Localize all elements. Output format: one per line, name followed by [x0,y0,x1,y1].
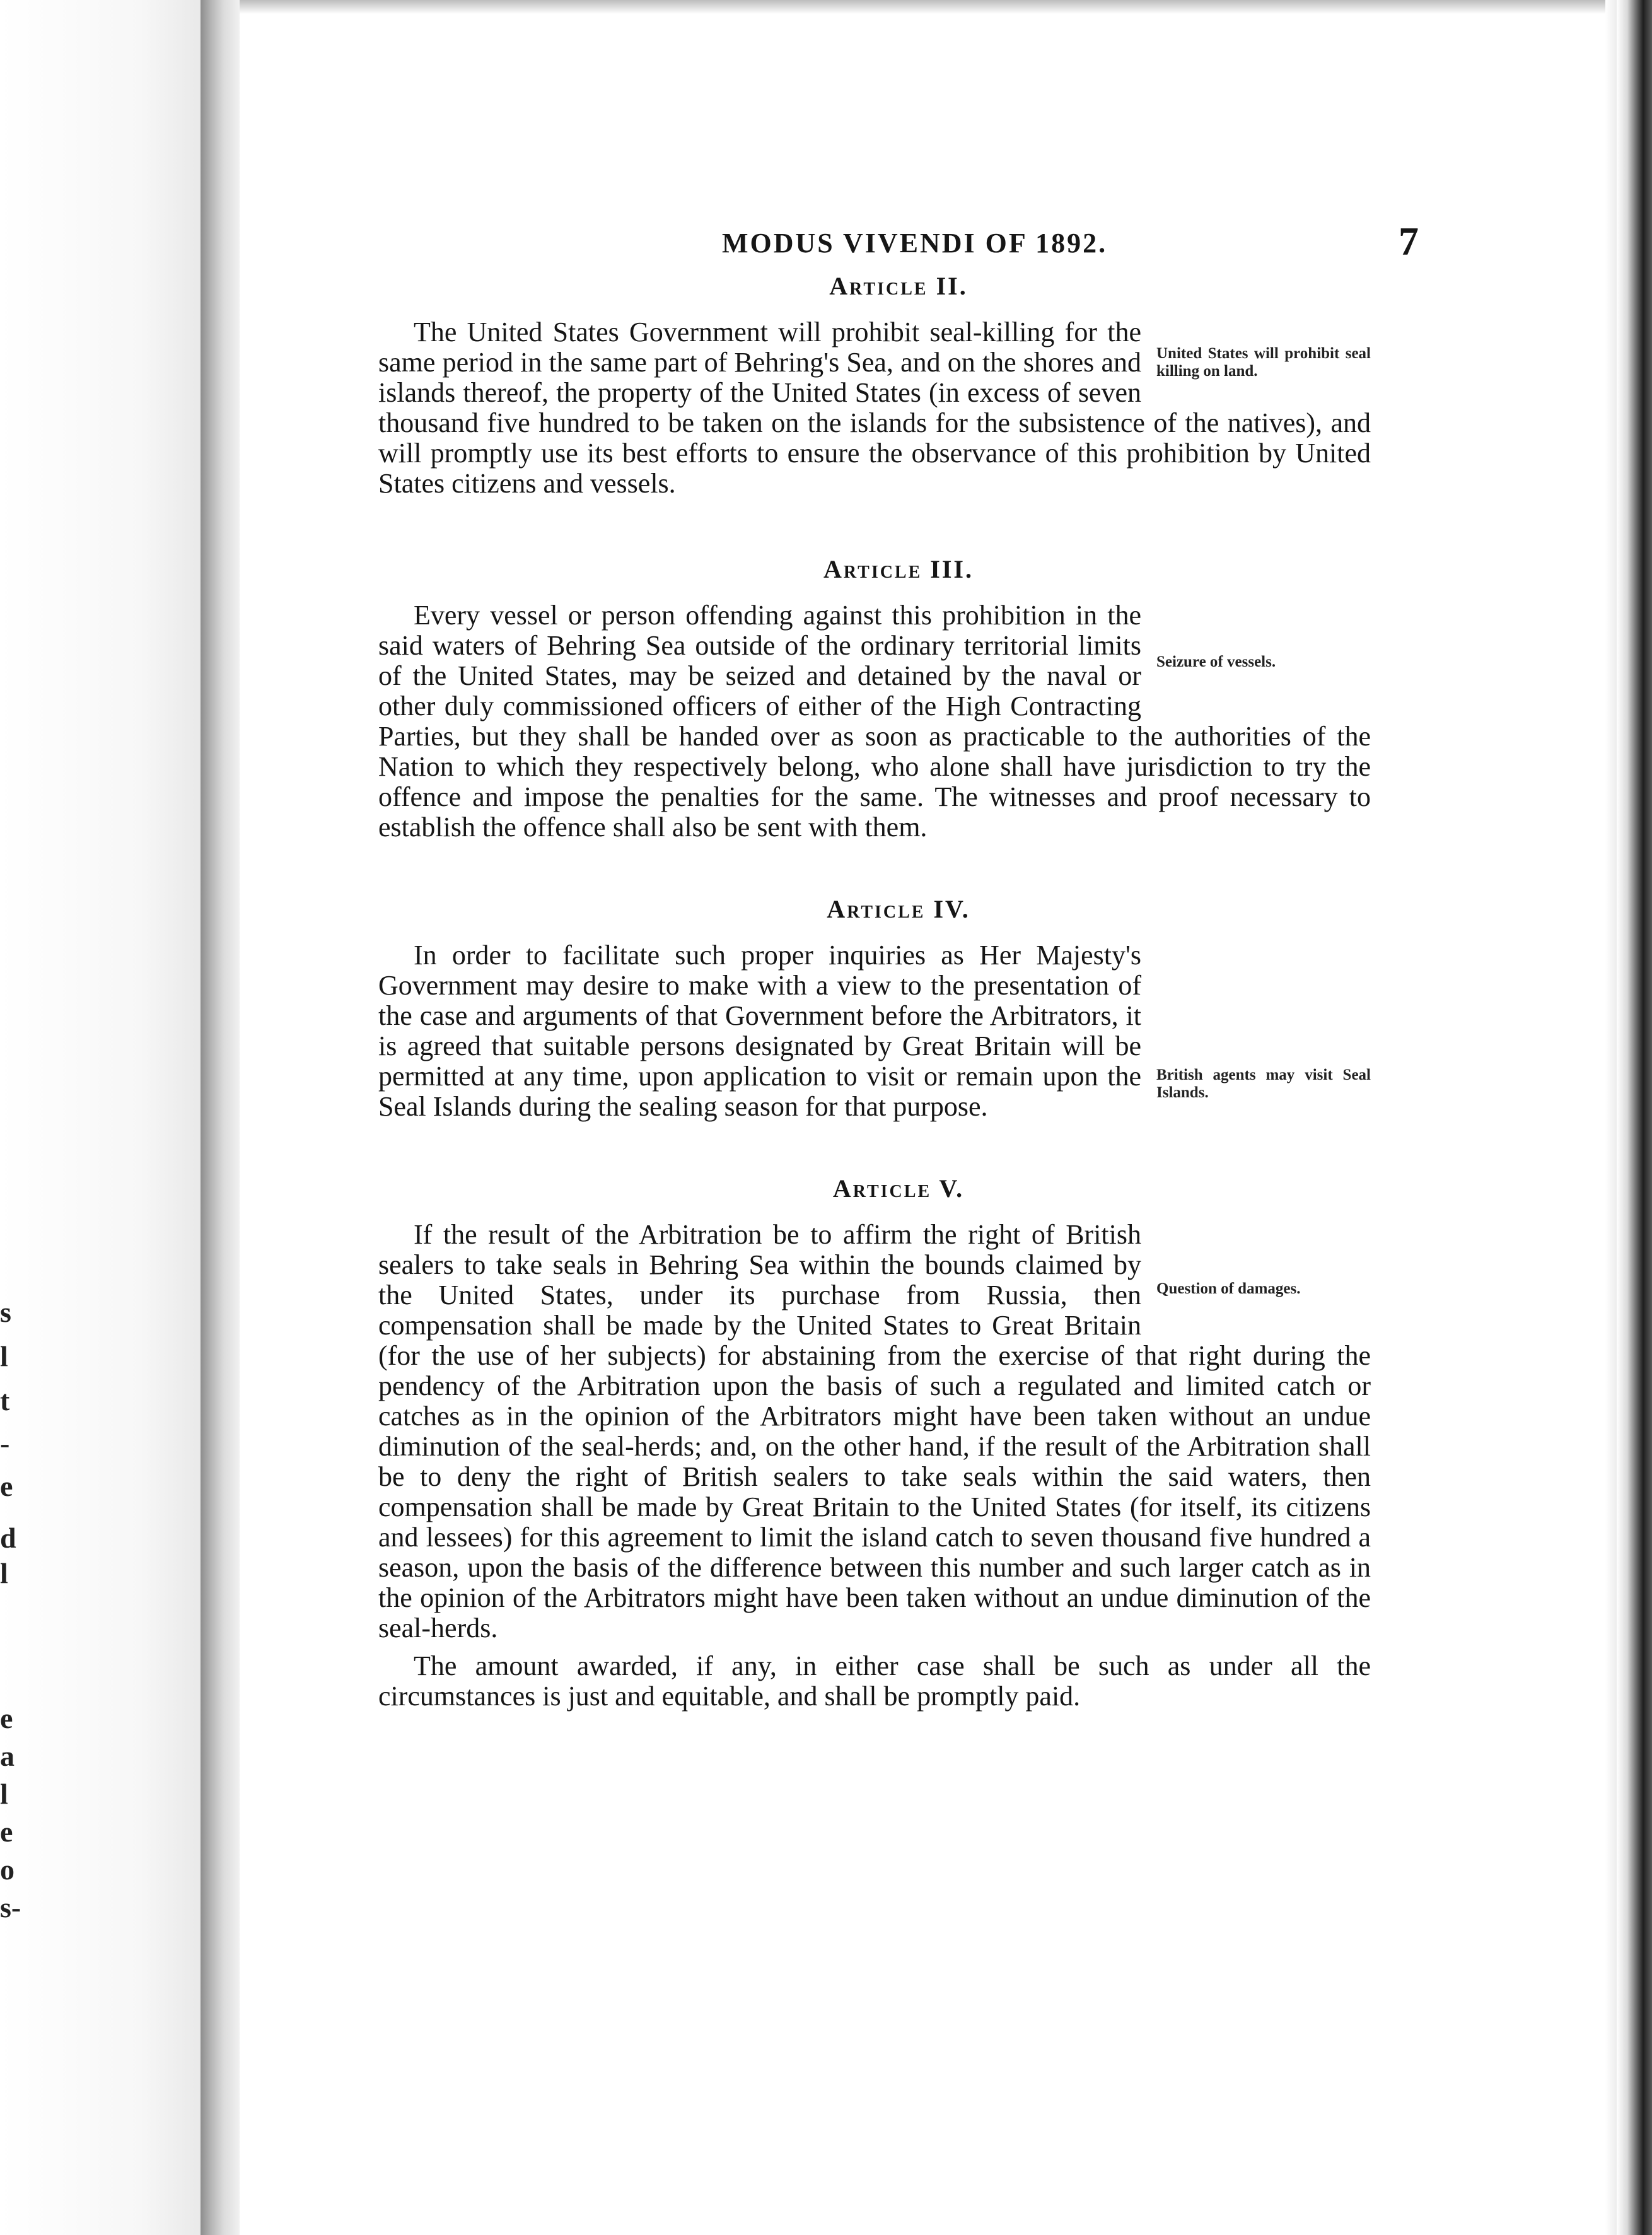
article-section [378,600,1371,843]
facing-page-fragment: s- [0,1891,21,1923]
article-paragraph: In order to facilitate such proper inquiries as Her Majesty's Government may desire to make with a view to the presentation of the case and arguments of that Government before the Arbitrators, it is agreed that suitable persons designated by Great Britain will be permitted at any time, upon application to visit or remain upon the Seal Islands during the sealing season for that purpose. [378,940,1141,1122]
article-paragraph: The United States Government will prohibit seal-killing for the same period in the same part of Behring's Sea, and on the shores and islands thereof, the property of the United States (in excess of seven thousand five hundred to be taken on the islands for the subsistence of the natives), and will promptly use its best efforts to ensure the observance of this prohibition by United States citizens and vessels. [378,317,1371,499]
article-heading: Article IV. [827,895,970,923]
facing-page-fragment: s [0,1296,11,1328]
facing-page-fragment: e [0,1702,13,1734]
article-heading: Article II. [829,272,968,300]
facing-page-fragment: t [0,1384,10,1416]
running-head [378,214,1419,271]
page-right-margin [1605,0,1617,2235]
facing-page-fragment: a [0,1740,15,1772]
facing-page-fragment: l [0,1557,8,1589]
facing-page [0,0,201,2235]
facing-page-fragment: o [0,1853,15,1886]
book-right-edge [1617,0,1652,2235]
page-number: 7 [1399,219,1419,264]
facing-page-fragment: e [0,1470,13,1502]
margin-note-box [1156,600,1371,695]
facing-page-fragment: d [0,1522,16,1554]
book-gutter [201,0,240,2235]
page-top-shadow [240,0,1617,14]
article-paragraph: Every vessel or person offending against this prohibition in the said waters of Behring Sea outside of the ordinary territorial limits of the United States, may be seized and detained by the naval or other duly commissioned officers of either of the High Contracting Parties, but they shall be handed over as soon as practicable to the authorities of the Nation to which they respectively belong, who alone shall have jurisdiction to try the offence and impose the penalties for the same. The witnesses and proof necessary to establish the offence shall also be sent with them. [378,600,1371,843]
article-heading: Article III. [823,555,974,583]
margin-note-box [1156,317,1371,393]
side-note: United States will prohibit seal killing on land. [1156,345,1371,380]
running-head-title: MODUS VIVENDI OF 1892. [722,228,1108,259]
margin-note-box [1156,1280,1371,1341]
side-note: British agents may visit Seal Islands. [1156,1066,1371,1101]
side-note: Question of damages. [1156,1280,1301,1297]
article-paragraph: The amount awarded, if any, in either case shall be such as under all the circumstances is just and equitable, and shall be promptly paid. [378,1650,1371,1712]
facing-page-fragment: l [0,1340,8,1372]
document-page [378,214,1419,1712]
article-section [378,940,1371,1122]
margin-note-box [1156,1066,1371,1127]
facing-page-fragment: - [0,1427,10,1459]
article-section [378,317,1371,499]
article-section [378,1220,1371,1712]
article-heading: Article V. [832,1174,965,1203]
facing-page-fragment: l [0,1778,8,1810]
side-note: Seizure of vessels. [1156,653,1276,670]
facing-page-fragment: e [0,1816,13,1848]
article-paragraph: If the result of the Arbitration be to affirm the right of British sealers to take seals in Behring Sea within the bounds claimed by the United States, under its purchase from Russia, then compensation shall be made by the United States to Great Britain (for the use of her subjects) for abstaining from the exercise of that right during the pendency of the Arbitration upon the basis of such a regulated and limited catch or catches as in the opinion of the Arbitrators might have been taken without an undue diminution of the seal-herds; and, on the other hand, if the result of the Arbitration shall be to deny the right of British sealers to take seals within the said waters, then compensation shall be made by Great Britain to the United States (for itself, its citizens and lessees) for this agreement to limit the island catch to seven thousand five hundred a season, upon the basis of the difference between this number and such larger catch as in the opinion of the Arbitrators might have been taken without an undue diminution of the seal-herds. [378,1219,1371,1643]
